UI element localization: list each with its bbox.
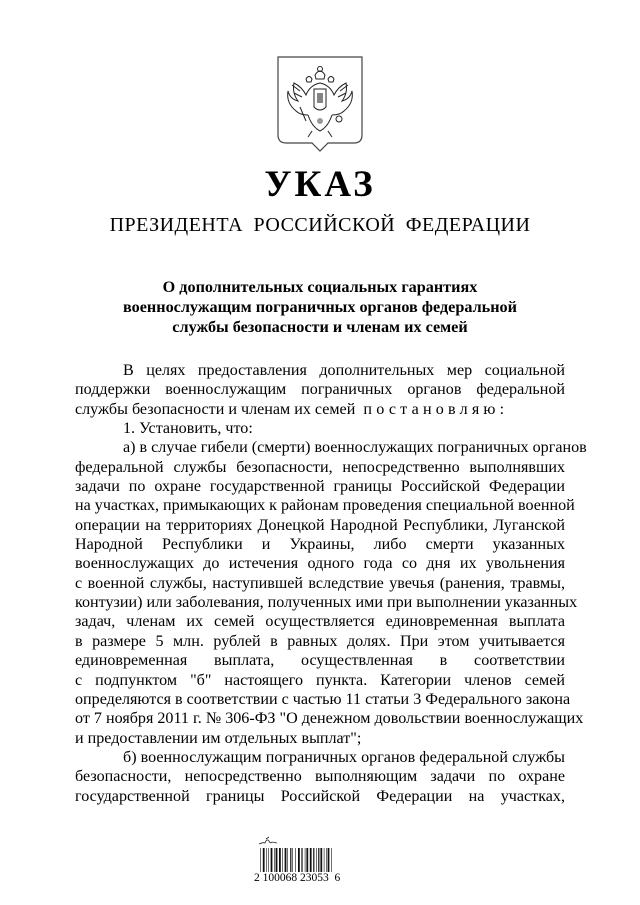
preamble-line — [75, 400, 565, 419]
barcode-bar — [260, 848, 261, 872]
subpoint-a-line: задач, членам их семей осуществляется единовременная выплата — [75, 613, 565, 631]
barcode-bar — [287, 848, 288, 872]
subpoint-a-line: операции на территориях Донецкой Народной Республики, Луганской — [75, 516, 565, 534]
barcode-bar — [326, 848, 327, 872]
subpoint-a-line: задачи по охране государственной границы Российской Федерации — [75, 478, 565, 496]
barcode-bar — [271, 848, 273, 872]
point-1: 1. Установить, что: — [123, 420, 253, 438]
barcode-bar — [320, 848, 322, 872]
barcode-bar — [310, 848, 312, 872]
document-title: УКАЗ — [264, 164, 376, 205]
document-subtitle: ПРЕЗИДЕНТА РОССИЙСКОЙ ФЕДЕРАЦИИ — [109, 214, 531, 236]
decree-body — [75, 361, 587, 806]
barcode-bar — [263, 848, 265, 872]
subpoint-b-line: б) военнослужащим пограничных органов федеральной службы — [123, 748, 565, 766]
signature-mark — [258, 836, 278, 846]
subpoint-b-line: государственной границы Российской Федерации на участках, — [75, 787, 565, 805]
barcode-bar — [305, 848, 306, 872]
barcode-bar — [292, 848, 293, 872]
barcode-bar — [318, 848, 319, 872]
subpoint-a-line: единовременная выплата, осуществленная в соответствии — [75, 652, 565, 670]
barcode-bar — [331, 848, 332, 872]
decree-heading — [0, 277, 640, 337]
preamble-line: поддержки военнослужащим пограничных органов федеральной — [75, 381, 565, 399]
preamble-text: службы безопасности и членам их семей — [75, 400, 356, 418]
barcode-bar — [266, 848, 267, 872]
barcode-number: 2 100068 23053 6 — [254, 872, 341, 884]
barcode-bar — [276, 848, 278, 872]
barcode-bar — [290, 848, 291, 872]
barcode-bar — [274, 848, 275, 872]
subpoint-a-line: с подпунктом "б" настоящего пункта. Категории членов семей — [75, 671, 565, 689]
heading-line: военнослужащим пограничных органов федеральной — [123, 298, 517, 316]
subpoint-a-line: на участках, примыкающих к районам проведения специальной военной — [75, 497, 575, 515]
barcode-bar — [285, 848, 287, 872]
barcode-bar — [306, 848, 308, 872]
decree-word: постановляю: — [363, 400, 509, 418]
barcode-bar — [324, 848, 325, 872]
barcode-bar — [268, 848, 269, 872]
heading-line: О дополнительных социальных гарантиях — [162, 278, 478, 296]
barcode-bar — [295, 848, 296, 872]
subpoint-a-line: федеральной службы безопасности, непосредственно выполнявших — [75, 458, 565, 476]
subpoint-a-line: в размере 5 млн. рублей в равных долях. При этом учитывается — [75, 632, 565, 650]
subpoint-a-line: военнослужащих до истечения одного года со дня их увольнения — [75, 555, 565, 573]
heading-line: службы безопасности и членам их семей — [172, 318, 468, 336]
barcode-bar — [316, 848, 317, 872]
preamble-line: В целях предоставления дополнительных мер социальной — [123, 362, 565, 379]
barcode-bar — [298, 848, 300, 872]
barcode-bar — [313, 848, 314, 872]
subpoint-a-line: определяются в соответствии с частью 11 статьи 3 Федерального закона — [75, 690, 571, 708]
subpoint-a-line: и предоставлении им отдельных выплат"; — [75, 729, 362, 747]
subpoint-a-line: Народной Республики и Украины, либо смерти указанных — [75, 536, 565, 554]
barcode-bar — [279, 848, 281, 872]
subpoint-a-line: контузии) или заболевания, полученных ими при выполнении указанных — [75, 594, 578, 612]
subpoint-a-line: от 7 ноября 2011 г. № 306-ФЗ "О денежном довольствии военнослужащих — [75, 710, 584, 728]
barcode-bar — [328, 848, 330, 872]
coat-of-arms-emblem — [276, 55, 364, 153]
subpoint-b-line: безопасности, непосредственно выполняющим задачи по охране — [75, 768, 565, 786]
barcode-bar — [282, 848, 283, 872]
subpoint-a-line: а) в случае гибели (смерти) военнослужащих пограничных органов — [123, 439, 587, 457]
barcode-bar — [301, 848, 302, 872]
barcode — [260, 848, 332, 872]
subpoint-a-line: с военной службы, наступившей вследствие увечья (ранения, травмы, — [75, 574, 565, 592]
